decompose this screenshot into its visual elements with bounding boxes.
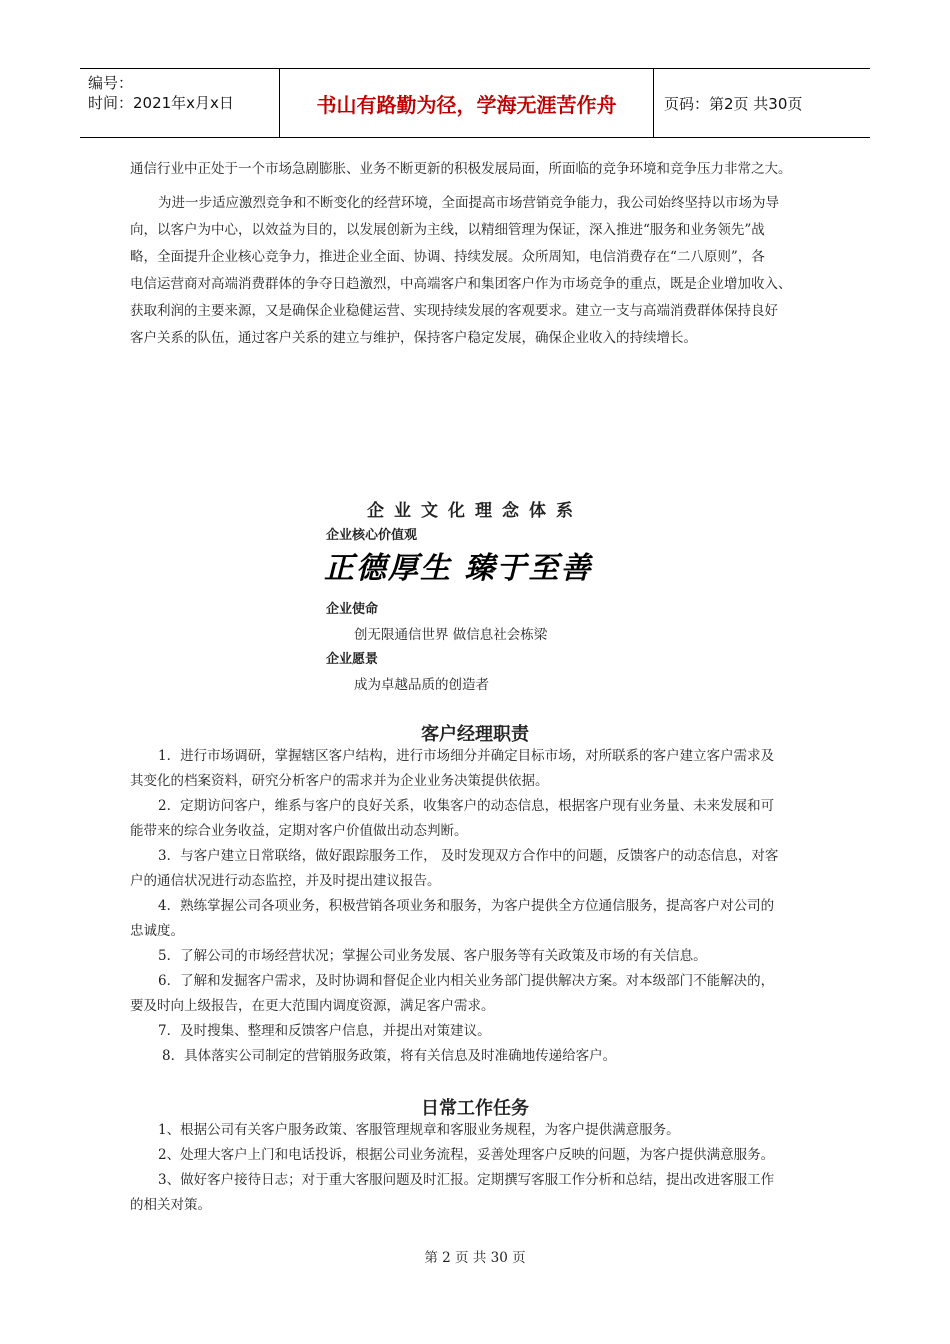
intro-p2-line: 电信运营商对高端消费群体的争夺日趋激烈，中高端客户和集团客户作为市场竞争的重点，既是企业增加收入、 xyxy=(130,276,792,292)
list-item: 1．进行市场调研，掌握辖区客户结构，进行市场细分并确定目标市场，对所联系的客户建立客户需求及 xyxy=(158,748,775,764)
document-number-label: 编号： xyxy=(88,74,134,92)
culture-section-title: 企业文化理念体系 xyxy=(367,501,583,521)
list-item: 7．及时搜集、整理和反馈客户信息，并提出对策建议。 xyxy=(158,1023,491,1039)
header-motto: 书山有路勤为径，学海无涯苦作舟 xyxy=(280,69,654,137)
list-item: 要及时向上级报告，在更大范围内调度资源，满足客户需求。 xyxy=(130,998,495,1014)
tasks-list xyxy=(130,1118,830,1218)
list-item: 忠诚度。 xyxy=(130,923,184,939)
vision-text: 成为卓越品质的创造者 xyxy=(354,677,489,693)
list-item: 5．了解公司的市场经营状况；掌握公司业务发展、客户服务等有关政策及市场的有关信息。 xyxy=(158,948,707,964)
list-item: 的相关对策。 xyxy=(130,1197,211,1213)
list-item: 2、处理大客户上门和电话投诉，根据公司业务流程，妥善处理客户反映的问题，为客户提供满意服务。 xyxy=(158,1147,775,1163)
intro-p2-line: 略，全面提升企业核心竞争力，推进企业全面、协调、持续发展。众所周知，电信消费存在“二八原则”，各 xyxy=(130,249,765,265)
list-item: 6．了解和发掘客户需求，及时协调和督促企业内相关业务部门提供解决方案。对本级部门不能解决的， xyxy=(158,973,775,989)
duties-section-title: 客户经理职责 xyxy=(421,724,529,745)
list-item: 1、根据公司有关客户服务政策、客服管理规章和客服业务规程，为客户提供满意服务。 xyxy=(158,1122,680,1138)
core-value-label: 企业核心价值观 xyxy=(326,528,418,543)
intro-p2-line: 向，以客户为中心，以效益为目的，以发展创新为主线，以精细管理为保证，深入推进“服务和业务领先”战 xyxy=(130,222,765,238)
mission-label: 企业使命 xyxy=(326,602,379,617)
list-item: 能带来的综合业务收益，定期对客户价值做出动态判断。 xyxy=(130,823,468,839)
document-date: 时间：2021年x月x日 xyxy=(88,94,234,112)
list-item: 2．定期访问客户，维系与客户的良好关系，收集客户的动态信息，根据客户现有业务量、未来发展和可 xyxy=(158,798,775,814)
page-header xyxy=(80,68,870,138)
core-value-calligraphy: 正德厚生 臻于至善 xyxy=(324,551,593,586)
mission-text: 创无限通信世界 做信息社会栋梁 xyxy=(354,627,548,643)
tasks-section-title: 日常工作任务 xyxy=(421,1098,529,1119)
list-item: 3．与客户建立日常联络，做好跟踪服务工作， 及时发现双方合作中的问题，反馈客户的动态信息，对客 xyxy=(158,848,779,864)
list-item: 其变化的档案资料，研究分析客户的需求并为企业业务决策提供依据。 xyxy=(130,773,549,789)
header-page-number: 页码：第2页 共30页 xyxy=(664,94,803,113)
list-item: 户的通信状况进行动态监控，并及时提出建议报告。 xyxy=(130,873,441,889)
intro-p2-line: 获取利润的主要来源，又是确保企业稳健运营、实现持续发展的客观要求。建立一支与高端消费群体保持良好 xyxy=(130,303,778,319)
intro-line-1: 通信行业中正处于一个市场急剧膨胀、业务不断更新的积极发展局面，所面临的竞争环境和竞争压力非常之大。 xyxy=(130,161,792,177)
intro-p2-line: 客户关系的队伍，通过客户关系的建立与维护，保持客户稳定发展，确保企业收入的持续增长。 xyxy=(130,330,697,346)
duties-list xyxy=(130,744,830,1069)
page-footer: 第 2 页 共 30 页 xyxy=(424,1250,526,1266)
list-item: 8．具体落实公司制定的营销服务政策，将有关信息及时准确地传递给客户。 xyxy=(162,1048,617,1064)
list-item: 4．熟练掌握公司各项业务，积极营销各项业务和服务，为客户提供全方位通信服务，提高客户对公司的 xyxy=(158,898,775,914)
header-meta xyxy=(80,69,280,137)
vision-label: 企业愿景 xyxy=(326,652,379,667)
intro-paragraph-2 xyxy=(130,190,830,352)
intro-p2-line: 为进一步适应激烈竞争和不断变化的经营环境，全面提高市场营销竞争能力，我公司始终坚持以市场为导 xyxy=(158,195,779,211)
list-item: 3、做好客户接待日志；对于重大客服问题及时汇报。定期撰写客服工作分析和总结，提出改进客服工作 xyxy=(158,1172,775,1188)
